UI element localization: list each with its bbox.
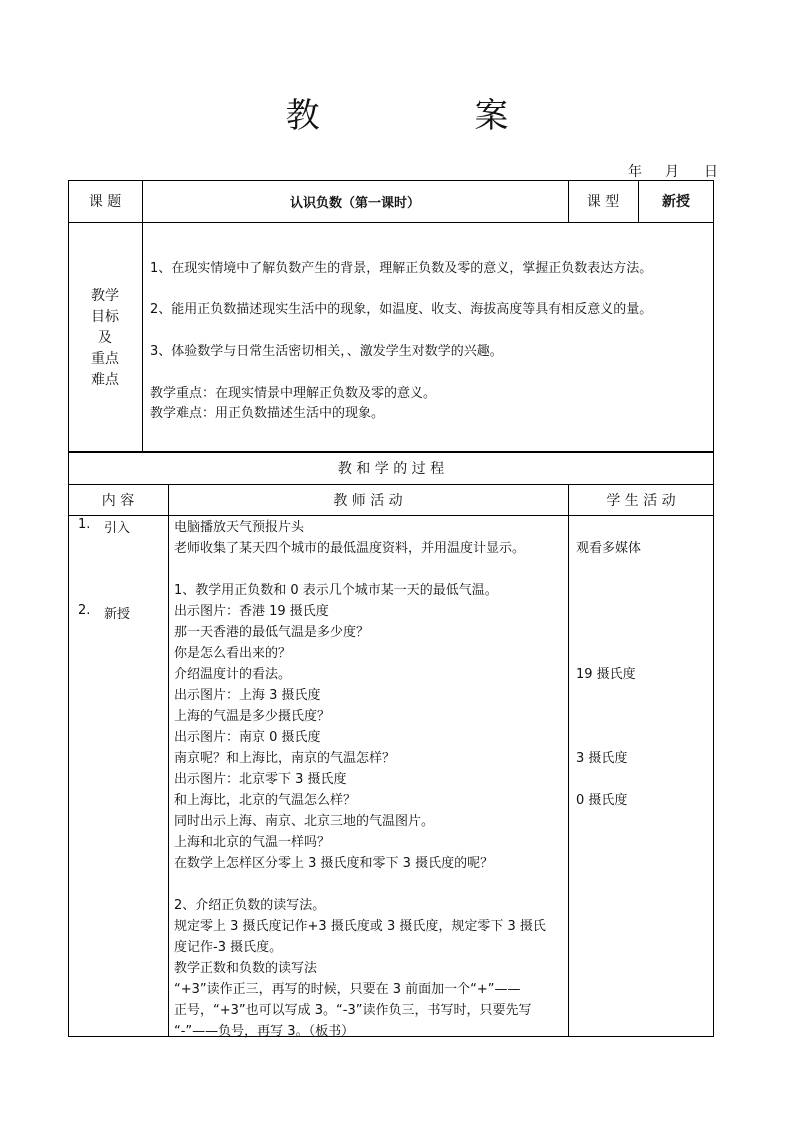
goals-label-line: 及 — [98, 330, 112, 346]
divider — [568, 484, 569, 1037]
teacher-line: 出示图片：南京 0 摄氏度 — [174, 730, 321, 745]
lesson-topic: 认识负数（第一课时） — [289, 195, 420, 211]
goal-item: 3、体验数学与日常生活密切相关，、激发学生对数学的兴趣。 — [150, 344, 503, 359]
label-type: 课 型 — [586, 194, 620, 210]
date-day: 日 — [704, 164, 718, 180]
teacher-line: 介绍温度计的看法。 — [174, 667, 292, 682]
content-num-new: 2. — [78, 603, 91, 618]
content-label-new: 新授 — [104, 607, 131, 622]
teacher-activity — [174, 517, 566, 1042]
goal-item: 1、在现实情境中了解负数产生的背景，理解正负数及零的意义，掌握正负数表达方法。 — [150, 261, 653, 276]
goals-label-line: 目标 — [91, 309, 119, 325]
teacher-line: “+3”读作正三，再写的时候，只要在 3 前面加一个“+”—— — [174, 982, 521, 997]
difficulty: 教学难点：用正负数描述生活中的现象。 — [150, 406, 385, 421]
teacher-line: 老师收集了某天四个城市的最低温度资料，并用温度计显示。 — [174, 541, 526, 556]
teacher-line: 电脑播放天气预报片头 — [174, 520, 305, 535]
content-num-intro: 1. — [78, 517, 91, 532]
lesson-type: 新授 — [662, 194, 690, 210]
student-note: 观看多媒体 — [576, 541, 642, 556]
teacher-line: 在数学上怎样区分零上 3 摄氏度和零下 3 摄氏度的呢？ — [174, 856, 494, 871]
goals-label-line: 难点 — [91, 372, 119, 388]
goals-label-line: 重点 — [91, 351, 119, 367]
goal-item: 2、能用正负数描述现实生活中的现象，如温度、收支、海拔高度等具有相反意义的量。 — [150, 302, 653, 317]
content-label-intro: 引入 — [104, 521, 131, 536]
teacher-line: 2、介绍正负数的读写法。 — [174, 898, 326, 913]
divider — [168, 484, 169, 1037]
teacher-line: 上海和北京的气温一样吗？ — [174, 835, 331, 850]
teacher-line — [174, 559, 566, 580]
teacher-line: 南京呢？和上海比，南京的气温怎样？ — [174, 751, 396, 766]
teacher-line: 1、教学用正负数和 0 表示几个城市某一天的最低气温。 — [174, 583, 498, 598]
teacher-line: 出示图片：香港 19 摄氏度 — [174, 604, 329, 619]
divider — [68, 515, 714, 516]
process-heading: 教 和 学 的 过 程 — [337, 461, 445, 477]
date-month: 月 — [665, 164, 679, 180]
student-note: 19 摄氏度 — [576, 667, 636, 682]
teacher-line: 和上海比，北京的气温怎么样？ — [174, 793, 357, 808]
page-title: 教 案 — [285, 96, 581, 136]
teacher-line: 那一天香港的最低气温是多少度？ — [174, 625, 370, 640]
teacher-line: 度记作-3 摄氏度。 — [174, 940, 283, 955]
teacher-line: 同时出示上海、南京、北京三地的气温图片。 — [174, 814, 435, 829]
teacher-line: 上海的气温是多少摄氏度？ — [174, 709, 331, 724]
teacher-line: 教学正数和负数的读写法 — [174, 961, 318, 976]
teacher-line: “-”——负号，再写 3。（板书） — [174, 1024, 355, 1039]
column-header-student: 学 生 活 动 — [606, 492, 676, 509]
column-header-teacher: 教 师 活 动 — [333, 492, 403, 509]
student-activity — [576, 517, 710, 1035]
teacher-line: 出示图片：北京零下 3 摄氏度 — [174, 772, 347, 787]
teacher-line: 你是怎么看出来的？ — [174, 646, 292, 661]
goals-label — [68, 286, 142, 391]
goals-label-line: 教学 — [91, 288, 119, 304]
student-note: 3 摄氏度 — [576, 751, 628, 766]
teacher-line: 正号，“+3”也可以写成 3。“-3”读作负三，书写时，只要先写 — [174, 1003, 532, 1018]
teacher-line — [174, 874, 566, 895]
divider — [68, 222, 714, 223]
teacher-line: 规定零上 3 摄氏度记作+3 摄氏度或 3 摄氏度，规定零下 3 摄氏 — [174, 919, 546, 934]
date-year: 年 — [628, 164, 642, 180]
student-note: 0 摄氏度 — [576, 793, 628, 808]
key-point: 教学重点：在现实情景中理解正负数及零的意义。 — [150, 386, 437, 401]
teacher-line: 出示图片：上海 3 摄氏度 — [174, 688, 321, 703]
column-header-content: 内 容 — [101, 492, 135, 509]
label-topic: 课 题 — [88, 194, 122, 210]
